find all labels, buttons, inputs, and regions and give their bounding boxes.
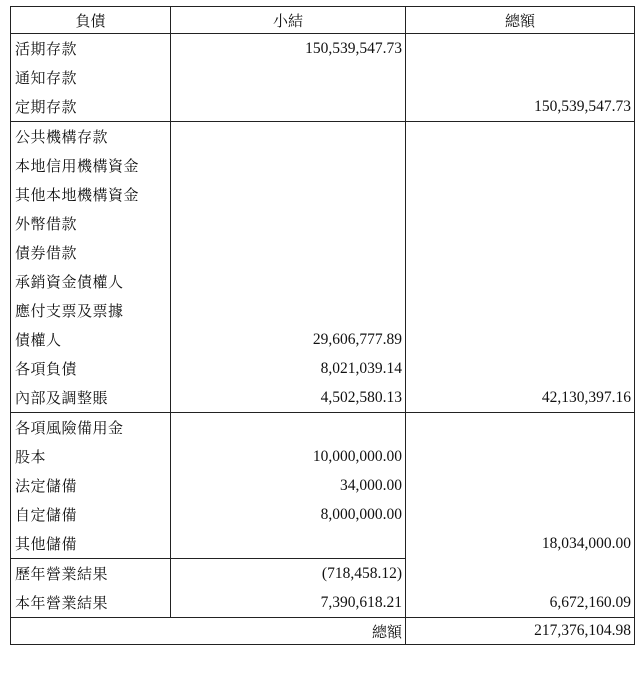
row-total [406, 122, 635, 152]
header-item: 負債 [11, 7, 171, 34]
row-total [406, 34, 635, 64]
row-subtotal: 29,606,777.89 [171, 325, 406, 354]
row-total [406, 500, 635, 529]
row-label: 定期存款 [11, 92, 171, 122]
table-row [11, 296, 635, 325]
row-subtotal: 8,021,039.14 [171, 354, 406, 383]
row-total [406, 296, 635, 325]
table-row [11, 442, 635, 471]
row-total [406, 209, 635, 238]
row-subtotal [171, 180, 406, 209]
ledger-body [11, 34, 635, 645]
row-subtotal [171, 267, 406, 296]
row-label: 通知存款 [11, 63, 171, 92]
row-label: 自定儲備 [11, 500, 171, 529]
row-subtotal: 34,000.00 [171, 471, 406, 500]
row-total [406, 442, 635, 471]
row-label: 各項風險備用金 [11, 413, 171, 443]
row-subtotal: 150,539,547.73 [171, 34, 406, 64]
row-label: 歷年營業結果 [11, 559, 171, 589]
row-label: 承銷資金債權人 [11, 267, 171, 296]
table-row [11, 383, 635, 413]
row-total [406, 559, 635, 589]
table-row [11, 151, 635, 180]
row-subtotal [171, 296, 406, 325]
grand-total-row [11, 618, 635, 645]
row-label: 本地信用機構資金 [11, 151, 171, 180]
row-label: 債權人 [11, 325, 171, 354]
row-total [406, 354, 635, 383]
row-total [406, 471, 635, 500]
row-total: 42,130,397.16 [406, 383, 635, 413]
table-row [11, 588, 635, 618]
row-subtotal [171, 151, 406, 180]
row-total [406, 151, 635, 180]
row-subtotal [171, 122, 406, 152]
row-label: 公共機構存款 [11, 122, 171, 152]
table-row [11, 209, 635, 238]
header-row [11, 7, 635, 34]
table-row [11, 238, 635, 267]
row-subtotal [171, 63, 406, 92]
table-row [11, 180, 635, 209]
grand-total-label: 總額 [11, 618, 406, 645]
table-row [11, 354, 635, 383]
row-label: 各項負債 [11, 354, 171, 383]
table-row [11, 500, 635, 529]
row-label: 外幣借款 [11, 209, 171, 238]
row-label: 其他儲備 [11, 529, 171, 559]
row-total [406, 267, 635, 296]
table-row [11, 325, 635, 354]
row-total [406, 325, 635, 354]
row-label: 本年營業結果 [11, 588, 171, 618]
row-total [406, 63, 635, 92]
row-subtotal [171, 413, 406, 443]
header-subtotal: 小結 [171, 7, 406, 34]
row-label: 法定儲備 [11, 471, 171, 500]
row-label: 活期存款 [11, 34, 171, 64]
row-subtotal: 8,000,000.00 [171, 500, 406, 529]
row-subtotal: 7,390,618.21 [171, 588, 406, 618]
row-label: 債券借款 [11, 238, 171, 267]
row-subtotal [171, 92, 406, 122]
row-total: 150,539,547.73 [406, 92, 635, 122]
row-total [406, 413, 635, 443]
row-subtotal [171, 529, 406, 559]
table-row [11, 267, 635, 296]
row-subtotal: 10,000,000.00 [171, 442, 406, 471]
table-row [11, 413, 635, 443]
row-label: 應付支票及票據 [11, 296, 171, 325]
row-label: 股本 [11, 442, 171, 471]
header-total: 總額 [406, 7, 635, 34]
row-total: 6,672,160.09 [406, 588, 635, 618]
row-subtotal [171, 209, 406, 238]
row-subtotal [171, 238, 406, 267]
row-total [406, 180, 635, 209]
row-label: 內部及調整賬 [11, 383, 171, 413]
table-row [11, 471, 635, 500]
table-row [11, 559, 635, 589]
table-row [11, 34, 635, 64]
row-total [406, 238, 635, 267]
grand-total-value: 217,376,104.98 [406, 618, 635, 645]
table-row [11, 92, 635, 122]
table-row [11, 122, 635, 152]
row-subtotal: 4,502,580.13 [171, 383, 406, 413]
row-subtotal: (718,458.12) [171, 559, 406, 589]
row-label: 其他本地機構資金 [11, 180, 171, 209]
table-row [11, 529, 635, 559]
row-total: 18,034,000.00 [406, 529, 635, 559]
table-row [11, 63, 635, 92]
liabilities-table [10, 6, 635, 645]
